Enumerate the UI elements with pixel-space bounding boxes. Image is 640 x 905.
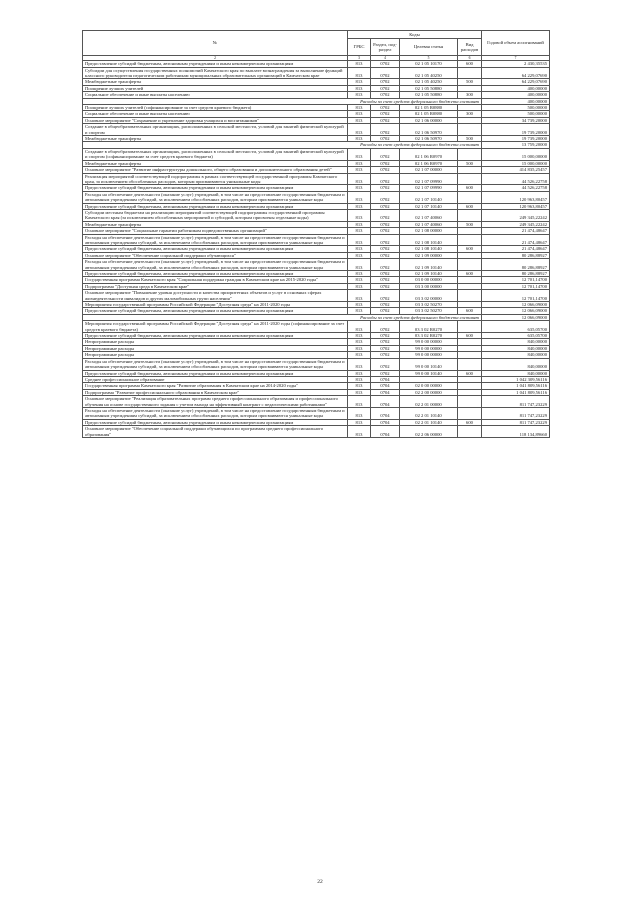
amount-cell: 811 747,23229 <box>482 407 550 419</box>
expense-type-code-cell: 600 <box>458 246 482 252</box>
expense-name-cell: Межбюджетные трансферты <box>83 160 348 166</box>
expense-name-cell: Межбюджетные трансферты <box>83 221 348 227</box>
section-code-cell: 0702 <box>371 370 400 376</box>
target-item-code-cell: 02 1 08 00000 <box>400 228 458 234</box>
amount-cell: 15 000,00000 <box>482 148 550 160</box>
expense-name-cell: Основное мероприятие "Обеспечение социальной поддержки обучающихся по программам среднего профессионального образования" <box>83 426 348 438</box>
expense-name-cell: Субсидии местным бюджетам на реализацию мероприятий соответствующей подпрограммы государственной программы Камчатского края (за исключением обособленных мероприятий и субсидий, которым присвоены отдельные коды) <box>83 209 348 221</box>
grbs-code-cell: 813 <box>348 407 371 419</box>
expense-type-code-cell <box>458 148 482 160</box>
target-item-code-cell: 02 1 06 R0970 <box>400 160 458 166</box>
target-item-code-cell: 03 3 02 R0270 <box>400 333 458 339</box>
table-row <box>83 290 550 302</box>
grbs-code-cell: 813 <box>348 358 371 370</box>
expense-type-code-cell: 300 <box>458 111 482 117</box>
expense-name-cell: Государственная программа Камчатского края "Социальная поддержка граждан в Камчатском крае на 2015-2020 годы" <box>83 277 348 283</box>
target-item-code-cell: 02 1 07 10140 <box>400 203 458 209</box>
table-row <box>83 321 550 333</box>
target-item-code-cell: 02 0 00 00000 <box>400 383 458 389</box>
amount-cell: 21 474,48647 <box>482 234 550 246</box>
grbs-code-cell: 813 <box>348 383 371 389</box>
expense-name-cell: Основное мероприятие "Развитие инфраструктуры дошкольного, общего образования и дополнительного образования детей" <box>83 167 348 173</box>
target-item-code-cell: 02 1 05 R0880 <box>400 111 458 117</box>
expense-type-code-cell <box>458 191 482 203</box>
section-code-cell: 0702 <box>371 333 400 339</box>
column-number-label: 7 <box>482 56 550 61</box>
target-item-code-cell: 02 1 05 40250 <box>400 67 458 79</box>
amount-cell: 840,00000 <box>482 345 550 351</box>
expense-name-cell: Расходы на обеспечение деятельности (оказание услуг) учреждений, в том числе на предоставление государственным бюджетным и автономным учреждениям субсидий, за исключением обособленных расходов, которым присваиваются уникальные коды <box>83 407 348 419</box>
grbs-code-cell: 813 <box>348 283 371 289</box>
section-code-cell: 0704 <box>371 396 400 408</box>
amount-cell: 120 963,80457 <box>482 203 550 209</box>
budget-allocation-table <box>82 30 550 438</box>
expense-name-cell: Мероприятия государственной программы Российской Федерации "Доступная среда" на 2011-2020 годы <box>83 302 348 308</box>
expense-type-code-cell <box>458 426 482 438</box>
expense-name-cell: Предоставление субсидий бюджетным, автономным учреждениям и иным некоммерческим организациям <box>83 271 348 277</box>
target-item-code-cell: 02 1 06 R0970 <box>400 148 458 160</box>
amount-cell: 21 474,48647 <box>482 228 550 234</box>
expense-type-code-cell <box>458 173 482 185</box>
section-code-cell: 0702 <box>371 191 400 203</box>
target-item-code-cell: 02 1 05 10170 <box>400 61 458 67</box>
amount-cell: 12 066,09000 <box>482 302 550 308</box>
amount-cell: 80 286,88927 <box>482 259 550 271</box>
section-code-cell: 0702 <box>371 124 400 136</box>
grbs-code-cell: 813 <box>348 203 371 209</box>
grbs-code-cell: 813 <box>348 271 371 277</box>
expense-name-cell: Расходы на обеспечение деятельности (оказание услуг) учреждений, в том числе на предоставление государственным бюджетным и автономным учреждениям субсидий, за исключением обособленных расходов, которым присваиваются уникальные коды <box>83 234 348 246</box>
target-item-code-cell: 02 2 06 00000 <box>400 426 458 438</box>
expense-name-cell: Субсидии для осуществления государственных полномочий Камчатского края по выплате вознаграждения за выполнение функций классного руководителя педагогическим работникам муниципальных образовательных организаций в Камчатском крае <box>83 67 348 79</box>
target-item-code-cell: 03 3 00 00000 <box>400 283 458 289</box>
expense-name-cell: Социальное обеспечение и иные выплаты населению <box>83 92 348 98</box>
table-row <box>83 407 550 419</box>
grbs-code-cell: 813 <box>348 85 371 91</box>
grbs-code-cell: 813 <box>348 352 371 358</box>
expense-name-cell: Мероприятия государственной программы Российской Федерации "Доступная среда" на 2011-2020 годы (софинансирование за счет средств краевого бюджета) <box>83 321 348 333</box>
table-body <box>83 61 550 438</box>
section-code-cell: 0702 <box>371 302 400 308</box>
amount-cell: 635,05700 <box>482 333 550 339</box>
grbs-code-cell: 813 <box>348 370 371 376</box>
section-code-cell: 0702 <box>371 259 400 271</box>
expense-name-cell: Основное мероприятие "Повышение уровня доступности и качества приоритетных объектов и услуг в основных сферах жизнедеятельности инвалидов и других маломобильных групп населения" <box>83 290 348 302</box>
section-code-cell: 0702 <box>371 339 400 345</box>
grbs-code-cell: 813 <box>348 246 371 252</box>
target-item-code-cell: 03 3 02 50270 <box>400 302 458 308</box>
section-code-cell: 0702 <box>371 67 400 79</box>
amount-cell: 80 286,88927 <box>482 271 550 277</box>
grbs-code-cell: 813 <box>348 167 371 173</box>
column-header-annual-amount: Годовой объем ассигнований <box>482 31 550 56</box>
expense-name-cell: Межбюджетные трансферты <box>83 79 348 85</box>
grbs-code-cell: 813 <box>348 79 371 85</box>
section-code-cell: 0704 <box>371 426 400 438</box>
section-code-cell: 0702 <box>371 290 400 302</box>
grbs-code-cell: 813 <box>348 221 371 227</box>
amount-cell: 2 430,35535 <box>482 61 550 67</box>
grbs-code-cell: 813 <box>348 302 371 308</box>
section-code-cell: 0704 <box>371 407 400 419</box>
amount-cell: 34 739,20000 <box>482 117 550 123</box>
section-code-cell: 0702 <box>371 136 400 142</box>
expense-name-cell: Межбюджетные трансферты <box>83 136 348 142</box>
grbs-code-cell: 813 <box>348 396 371 408</box>
expense-name-cell: Создание в общеобразовательных организациях, расположенных в сельской местности, условий для занятий физической культурой и спортом <box>83 124 348 136</box>
expense-type-code-cell <box>458 358 482 370</box>
grbs-code-cell: 813 <box>348 321 371 333</box>
section-code-cell: 0702 <box>371 61 400 67</box>
expense-name-cell: Социальное обеспечение и иные выплаты населению <box>83 111 348 117</box>
grbs-code-cell: 813 <box>348 308 371 314</box>
amount-cell: 811 747,23229 <box>482 396 550 408</box>
amount-cell: 12 066,09000 <box>482 314 550 320</box>
amount-cell: 840,00000 <box>482 358 550 370</box>
grbs-code-cell: 813 <box>348 117 371 123</box>
expense-name-cell: Поощрение лучших учителей <box>83 85 348 91</box>
grbs-code-cell: 813 <box>348 259 371 271</box>
amount-cell: 44 526,22758 <box>482 185 550 191</box>
amount-cell: 12 701,14700 <box>482 283 550 289</box>
table-row <box>83 234 550 246</box>
target-item-code-cell: 02 1 07 09990 <box>400 185 458 191</box>
grbs-code-cell: 813 <box>348 105 371 111</box>
target-item-code-cell: 02 1 05 40250 <box>400 79 458 85</box>
target-item-code-cell: 02 2 01 10140 <box>400 407 458 419</box>
target-item-code-cell: 02 1 06 00000 <box>400 117 458 123</box>
section-code-cell: 0702 <box>371 308 400 314</box>
amount-cell: 414 835,25457 <box>482 167 550 173</box>
grbs-code-cell: 813 <box>348 92 371 98</box>
table-row <box>83 358 550 370</box>
grbs-code-cell: 813 <box>348 333 371 339</box>
grbs-code-cell: 813 <box>348 426 371 438</box>
amount-cell: 1 041 809,56116 <box>482 383 550 389</box>
column-header-number: № <box>83 31 348 56</box>
expense-type-code-cell: 600 <box>458 185 482 191</box>
grbs-code-cell: 813 <box>348 376 371 382</box>
amount-cell: 1 041 809,56116 <box>482 389 550 395</box>
target-item-code-cell: 02 1 07 00000 <box>400 167 458 173</box>
amount-cell: 12 701,14700 <box>482 290 550 302</box>
amount-cell: 12 066,09000 <box>482 308 550 314</box>
target-item-code-cell: 02 1 08 10140 <box>400 246 458 252</box>
amount-cell: 44 526,22758 <box>482 173 550 185</box>
expense-name-cell: Расходы на обеспечение деятельности (оказание услуг) учреждений, в том числе на предоставление государственным бюджетным и автономным учреждениям субсидий, за исключением обособленных расходов, которым присваиваются уникальные коды <box>83 191 348 203</box>
expense-type-code-cell: 600 <box>458 308 482 314</box>
section-code-cell: 0702 <box>371 221 400 227</box>
grbs-code-cell: 813 <box>348 234 371 246</box>
expense-name-cell: Предоставление субсидий бюджетным, автономным учреждениям и иным некоммерческим организациям <box>83 308 348 314</box>
section-code-cell: 0702 <box>371 92 400 98</box>
target-item-code-cell: 99 0 00 10140 <box>400 370 458 376</box>
grbs-code-cell: 813 <box>348 389 371 395</box>
section-code-cell: 0702 <box>371 117 400 123</box>
target-item-code-cell: 02 1 05 50880 <box>400 92 458 98</box>
expense-name-cell: Расходы на обеспечение деятельности (оказание услуг) учреждений, в том числе на предоставление государственным бюджетным и автономным учреждениям субсидий, за исключением обособленных расходов, которым присваиваются уникальные коды <box>83 358 348 370</box>
section-code-cell: 0704 <box>371 389 400 395</box>
amount-cell: 19 739,20000 <box>482 136 550 142</box>
expense-type-code-cell: 500 <box>458 136 482 142</box>
section-code-cell: 0702 <box>371 345 400 351</box>
target-item-code-cell: 99 0 00 00000 <box>400 352 458 358</box>
column-number-label: 2 <box>83 56 348 61</box>
amount-cell: 12 701,14700 <box>482 277 550 283</box>
grbs-code-cell: 813 <box>348 277 371 283</box>
section-code-cell: 0702 <box>371 246 400 252</box>
expense-type-code-cell: 500 <box>458 160 482 166</box>
target-item-code-cell: 99 0 00 00000 <box>400 339 458 345</box>
section-code-cell: 0702 <box>371 185 400 191</box>
federal-budget-note: Расходы за счет средств федерального бюджета составят <box>83 314 482 320</box>
section-code-cell: 0702 <box>371 358 400 370</box>
amount-cell: 811 747,23229 <box>482 419 550 425</box>
column-number-label: 6 <box>458 56 482 61</box>
target-item-code-cell: 02 1 07 10140 <box>400 191 458 203</box>
grbs-code-cell: 813 <box>348 67 371 79</box>
section-code-cell: 0702 <box>371 105 400 111</box>
section-code-cell: 0702 <box>371 234 400 246</box>
expense-name-cell: Предоставление субсидий бюджетным, автономным учреждениям и иным некоммерческим организациям <box>83 333 348 339</box>
target-item-code-cell: 02 1 05 R0880 <box>400 105 458 111</box>
section-code-cell: 0702 <box>371 203 400 209</box>
expense-name-cell: Предоставление субсидий бюджетным, автономным учреждениям и иным некоммерческим организациям <box>83 203 348 209</box>
section-code-cell: 0704 <box>371 383 400 389</box>
amount-cell: 840,00000 <box>482 352 550 358</box>
section-code-cell: 0702 <box>371 352 400 358</box>
section-code-cell: 0702 <box>371 283 400 289</box>
target-item-code-cell: 02 1 06 50970 <box>400 136 458 142</box>
section-code-cell: 0702 <box>371 321 400 333</box>
expense-type-code-cell <box>458 67 482 79</box>
section-code-cell: 0702 <box>371 148 400 160</box>
expense-type-code-cell: 300 <box>458 92 482 98</box>
column-number-label: 4 <box>371 56 400 61</box>
section-code-cell: 0702 <box>371 252 400 258</box>
target-item-code-cell: 02 2 01 10140 <box>400 419 458 425</box>
target-item-code-cell: 02 1 07 40060 <box>400 221 458 227</box>
expense-type-code-cell <box>458 290 482 302</box>
section-code-cell: 0704 <box>371 376 400 382</box>
grbs-code-cell: 813 <box>348 160 371 166</box>
expense-type-code-cell <box>458 321 482 333</box>
expense-type-code-cell <box>458 124 482 136</box>
amount-cell: 120 963,80457 <box>482 191 550 203</box>
table-row <box>83 426 550 438</box>
expense-name-cell: Непрограммные расходы <box>83 345 348 351</box>
grbs-code-cell: 813 <box>348 173 371 185</box>
target-item-code-cell: 02 1 05 50880 <box>400 85 458 91</box>
amount-cell: 13 759,20000 <box>482 142 550 148</box>
grbs-code-cell: 813 <box>348 191 371 203</box>
expense-type-code-cell: 500 <box>458 79 482 85</box>
section-code-cell: 0702 <box>371 277 400 283</box>
expense-name-cell: Среднее профессиональное образование <box>83 376 348 382</box>
table-header <box>83 31 550 61</box>
expense-name-cell: Непрограммные расходы <box>83 339 348 345</box>
grbs-code-cell: 813 <box>348 136 371 142</box>
target-item-code-cell: 03 3 02 R0270 <box>400 321 458 333</box>
column-header-codes: Коды <box>348 31 482 39</box>
expense-name-cell: Предоставление субсидий бюджетным, автономным учреждениям и иным некоммерческим организациям <box>83 185 348 191</box>
section-code-cell: 0702 <box>371 228 400 234</box>
grbs-code-cell: 813 <box>348 252 371 258</box>
expense-name-cell: Основное мероприятие "Сохранение и укрепление здоровья учащихся и воспитанников" <box>83 117 348 123</box>
expense-name-cell: Реализация мероприятий соответствующей подпрограммы в рамках соответствующей государственной программы Камчатского края, за исключением обособленных расходов, которым присваиваются уникальные коды <box>83 173 348 185</box>
column-number-label: 3 <box>348 56 371 61</box>
amount-cell: 840,00000 <box>482 370 550 376</box>
section-code-cell: 0702 <box>371 160 400 166</box>
target-item-code-cell: 02 1 08 10140 <box>400 234 458 246</box>
section-code-cell: 0702 <box>371 79 400 85</box>
target-item-code-cell: 99 0 00 00000 <box>400 345 458 351</box>
expense-type-code-cell <box>458 234 482 246</box>
grbs-code-cell: 813 <box>348 228 371 234</box>
amount-cell: 15 000,00000 <box>482 160 550 166</box>
column-header-section: Раздел, под-раздел <box>371 39 400 56</box>
grbs-code-cell: 813 <box>348 61 371 67</box>
grbs-code-cell: 813 <box>348 419 371 425</box>
expense-type-code-cell <box>458 407 482 419</box>
table-row <box>83 396 550 408</box>
table-row <box>83 191 550 203</box>
target-item-code-cell: 02 1 07 09990 <box>400 173 458 185</box>
table-row <box>83 124 550 136</box>
federal-budget-note: Расходы за счет средств федерального бюджета составят <box>83 142 482 148</box>
target-item-code-cell: 02 1 09 10140 <box>400 259 458 271</box>
expense-type-code-cell: 600 <box>458 61 482 67</box>
amount-cell: 635,05700 <box>482 321 550 333</box>
section-code-cell: 0702 <box>371 111 400 117</box>
expense-name-cell: Подпрограмма "Доступная среда в Камчатском крае" <box>83 283 348 289</box>
grbs-code-cell: 813 <box>348 339 371 345</box>
amount-cell: 249 345,22242 <box>482 221 550 227</box>
amount-cell: 400,00000 <box>482 98 550 104</box>
grbs-code-cell: 813 <box>348 111 371 117</box>
section-code-cell: 0702 <box>371 271 400 277</box>
expense-name-cell: Предоставление субсидий бюджетным, автономным учреждениям и иным некоммерческим организациям <box>83 370 348 376</box>
target-item-code-cell: 02 1 07 40060 <box>400 209 458 221</box>
grbs-code-cell: 813 <box>348 290 371 302</box>
target-item-code-cell: 03 0 00 00000 <box>400 277 458 283</box>
expense-name-cell: Предоставление субсидий бюджетным, автономным учреждениям и иным некоммерческим организациям <box>83 61 348 67</box>
expense-type-code-cell: 600 <box>458 333 482 339</box>
table-row <box>83 173 550 185</box>
section-code-cell: 0702 <box>371 167 400 173</box>
expense-type-code-cell <box>458 259 482 271</box>
amount-cell: 1 042 309,56116 <box>482 376 550 382</box>
expense-type-code-cell: 500 <box>458 221 482 227</box>
target-item-code-cell: 02 2 00 00000 <box>400 389 458 395</box>
amount-cell: 500,00000 <box>482 111 550 117</box>
target-item-code-cell: 03 3 02 50270 <box>400 308 458 314</box>
target-item-code-cell: 02 1 09 00000 <box>400 252 458 258</box>
section-code-cell: 0702 <box>371 173 400 185</box>
federal-budget-note: Расходы за счет средств федерального бюджета составят <box>83 98 482 104</box>
table-row <box>83 259 550 271</box>
section-code-cell: 0704 <box>371 419 400 425</box>
column-header-grbs: ГРБС <box>348 39 371 56</box>
amount-cell: 64 229,07690 <box>482 67 550 79</box>
expense-name-cell: Основное мероприятие "Социальные гарантии работникам подведомственных организаций" <box>83 228 348 234</box>
section-code-cell: 0702 <box>371 85 400 91</box>
amount-cell: 400,00000 <box>482 92 550 98</box>
amount-cell: 400,00000 <box>482 85 550 91</box>
table-row <box>83 67 550 79</box>
amount-cell: 64 229,07690 <box>482 79 550 85</box>
amount-cell: 249 345,22242 <box>482 209 550 221</box>
table-row <box>83 209 550 221</box>
target-item-code-cell: 99 0 00 10140 <box>400 358 458 370</box>
expense-name-cell: Основное мероприятие "Реализация образовательных программ среднего профессионального образования и профессионального обучения на основе государственного задания с учетом выхода на эффективный контракт с педагогическими работниками" <box>83 396 348 408</box>
amount-cell: 21 474,48647 <box>482 246 550 252</box>
target-item-code-cell: 02 1 09 10140 <box>400 271 458 277</box>
expense-name-cell: Расходы на обеспечение деятельности (оказание услуг) учреждений, в том числе на предоставление государственным бюджетным и автономным учреждениям субсидий, за исключением обособленных расходов, которым присваиваются уникальные коды <box>83 259 348 271</box>
expense-type-code-cell <box>458 396 482 408</box>
expense-name-cell: Поощрение лучших учителей (софинансирование за счет средств краевого бюджета) <box>83 105 348 111</box>
expense-name-cell: Подпрограмма "Развитие профессионального образования в Камчатском крае" <box>83 389 348 395</box>
column-header-target-item: Целевая статья <box>400 39 458 56</box>
expense-type-code-cell: 600 <box>458 271 482 277</box>
column-header-expense-type: Вид расходов <box>458 39 482 56</box>
amount-cell: 500,00000 <box>482 105 550 111</box>
target-item-code-cell: 02 2 01 00000 <box>400 396 458 408</box>
expense-name-cell: Создание в общеобразовательных организациях, расположенных в сельской местности, условий для занятий физической культурой и спортом (софинансирование за счет средств краевого бюджета) <box>83 148 348 160</box>
column-number-label: 5 <box>400 56 458 61</box>
expense-name-cell: Основное мероприятие "Обеспечение социальной поддержки обучающихся" <box>83 252 348 258</box>
page-number: 22 <box>317 879 323 885</box>
expense-name-cell: Предоставление субсидий бюджетным, автономным учреждениям и иным некоммерческим организациям <box>83 419 348 425</box>
target-item-code-cell: 02 1 06 50970 <box>400 124 458 136</box>
grbs-code-cell: 813 <box>348 209 371 221</box>
amount-cell: 80 286,88927 <box>482 252 550 258</box>
expense-type-code-cell <box>458 209 482 221</box>
expense-type-code-cell: 600 <box>458 203 482 209</box>
target-item-code-cell: 03 3 02 00000 <box>400 290 458 302</box>
section-code-cell: 0702 <box>371 209 400 221</box>
expense-type-code-cell: 600 <box>458 370 482 376</box>
amount-cell: 840,00000 <box>482 339 550 345</box>
grbs-code-cell: 813 <box>348 345 371 351</box>
expense-name-cell: Предоставление субсидий бюджетным, автономным учреждениям и иным некоммерческим организациям <box>83 246 348 252</box>
expense-name-cell: Государственная программа Камчатского края "Развитие образования в Камчатском крае на 2014-2020 годы" <box>83 383 348 389</box>
amount-cell: 118 134,89660 <box>482 426 550 438</box>
expense-name-cell: Непрограммные расходы <box>83 352 348 358</box>
grbs-code-cell: 813 <box>348 148 371 160</box>
expense-type-code-cell: 600 <box>458 419 482 425</box>
grbs-code-cell: 813 <box>348 124 371 136</box>
amount-cell: 19 739,20000 <box>482 124 550 136</box>
grbs-code-cell: 813 <box>348 185 371 191</box>
table-row <box>83 148 550 160</box>
